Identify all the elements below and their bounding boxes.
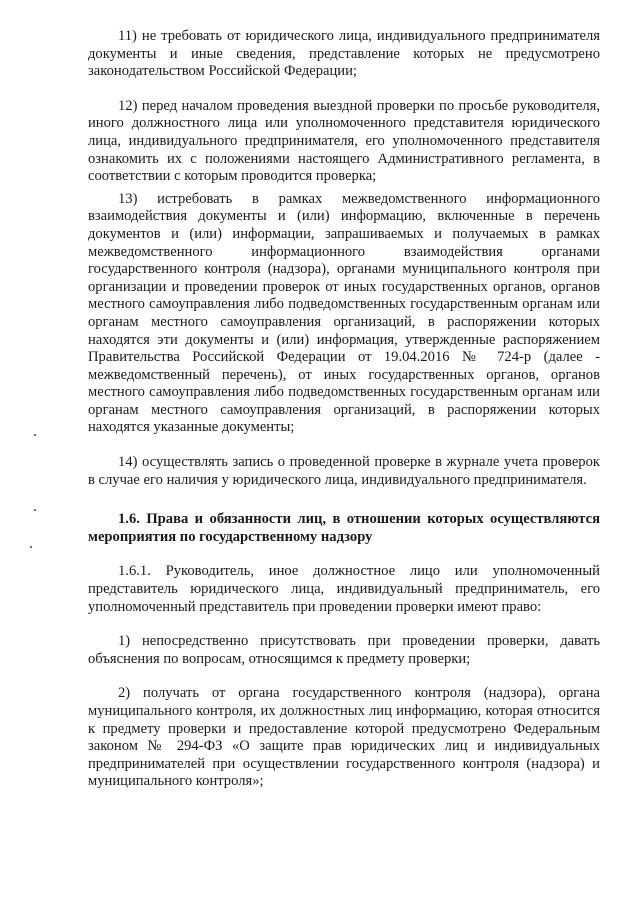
paragraph-item-13: 13) истребовать в рамках межведомственного информационного взаимодействия документы и (или) информацию, включенные в перечень документов и (или) информации, запрашиваемых и получаемых в рамках межведомственного информационного взаимодействия органами государственного контроля (надзора), органами муниципального контроля при организации и проведении проверок от иных государственных органов, органов местного самоуправления либо подведомственных государственным органам или органам местного самоуправления организаций, в распоряжении которых находятся эти документы и (или) информация, утвержденные распоряжением Правительства Российской Федерации от 19.04.2016 № 724-р (далее - межведомственный перечень), от иных государственных органов, органов местного самоуправления либо подведомственных государственным органам или органам местного самоуправления организаций, в распоряжении которых находятся указанные документы; [88,190,600,436]
margin-mark [34,434,36,436]
paragraph-item-14: 14) осуществлять запись о проведенной проверке в журнале учета проверок в случае его наличия у юридического лица, индивидуального предпринимателя. [88,454,600,488]
margin-mark [30,546,32,548]
right-item-2: 2) получать от органа государственного контроля (надзора), органа муниципального контроля, их должностных лиц информацию, которая относится к предмету проверки и предоставление которой предусмотрено Федеральным законом № 294-ФЗ «О защите прав юридических лиц и индивидуальных предпринимателей при осуществлении государственного контроля (надзора) и муниципального контроля»; [88,685,600,790]
document-body [88,28,600,791]
margin-mark [34,509,36,511]
paragraph-1-6-1: 1.6.1. Руководитель, иное должностное лицо или уполномоченный представитель юридического лица, индивидуальный предприниматель, его уполномоченный представитель при проведении проверки имеют право: [88,563,600,615]
right-item-1: 1) непосредственно присутствовать при проведении проверки, давать объяснения по вопросам, относящимся к предмету проверки; [88,633,600,667]
paragraph-item-12: 12) перед началом проведения выездной проверки по просьбе руководителя, иного должностного лица или уполномоченного представителя юридического лица, индивидуального предпринимателя, его уполномоченного представителя ознакомить их с положениями настоящего Административного регламента, в соответствии с которым проводится проверка; [88,97,600,185]
paragraph-item-11: 11) не требовать от юридического лица, индивидуального предпринимателя документы и иные сведения, представление которых не предусмотрено законодательством Российской Федерации; [88,28,600,80]
section-heading-1-6: 1.6. Права и обязанности лиц, в отношении которых осуществляются мероприятия по государственному надзору [88,511,600,545]
